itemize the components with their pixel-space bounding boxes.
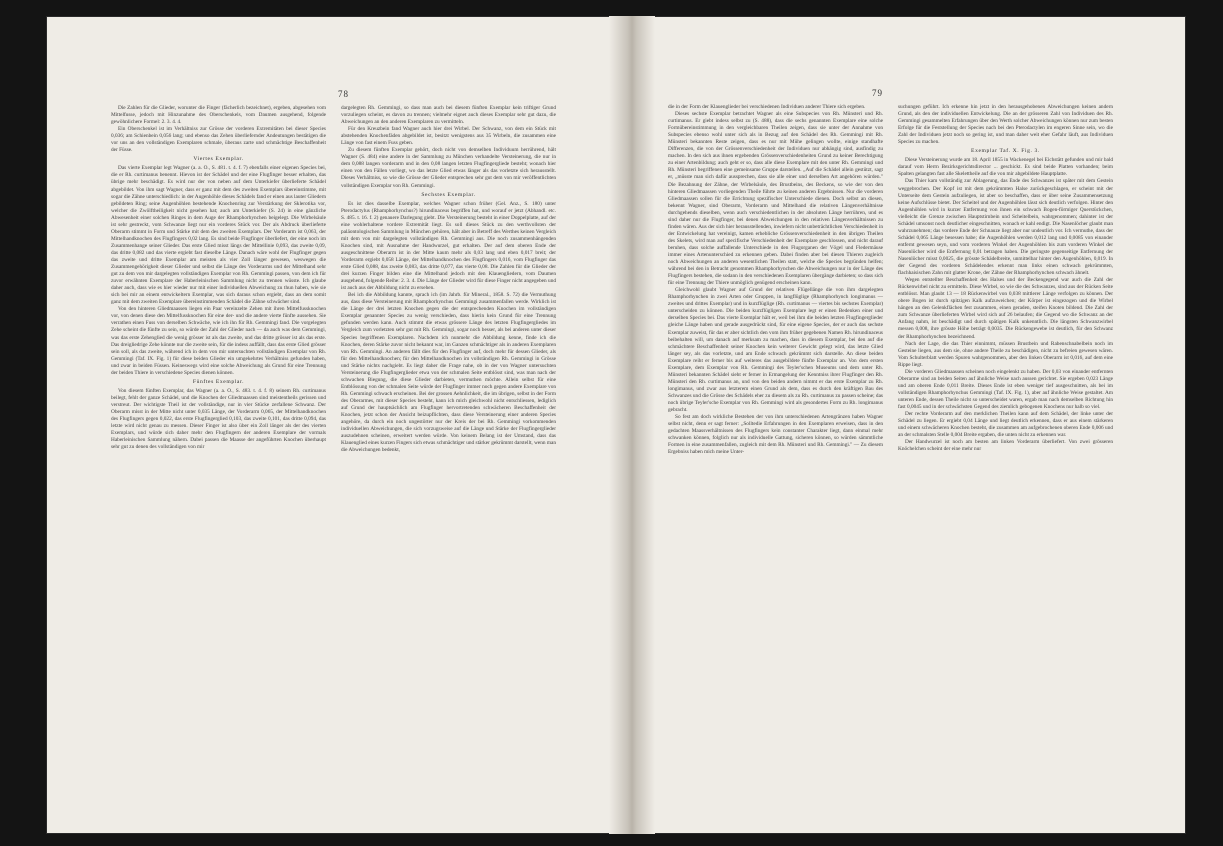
right-page-number: 79: [872, 88, 883, 98]
paragraph: Es ist dies dasselbe Exemplar, welches Wagner schon früher (Gel. Anz., S. 180) unter Pterodactylus (Rhamphorhynchus?) hirundinaceus begriffen hat, und worauf er jetzt (Abhandl. etc. S. 485. t. 16. f. 2) genauere Darlegung giebt. Die Versteinerung besteht in einer Doppelplatte, auf der eine wohlerhaltene vordere Extremität liegt. Es soll dieses Stück zu den werthvollsten der paläontologischen Sammlung in München gehören, hält aber in Betreff des Werthes keinen Vergleich mit dem von mir dargelegten vollständigen Rh. Gemmingi aus. Die noch zusammenhängenden Knochen sind, mit Ausnahme der Handwurzel, gut erhalten. Der auf dem oberen Ende der ausgeschnittene Oberarm ist in der Mitte kaum mehr als 0,03 lang und eben 0,017 breit; der Vorderarm ergiebt 0,058 Länge, der Mittelhandknochen des Flugfingers 0,016, vom Flugfinger das erste Glied 0,088, das zweite 0,083, das dritte 0,077, das vierte 0,08. Die Zahlen für die Glieder der drei kurzen Finger bilden eine die Mittelhand jedoch mit den Klauengliedern, vom Daumen ausgehend, folgende Reihe: 2. 3. 4. Die Länge der Glieder wird für diese Finger nicht angegeben und ist auch aus der Abbildung nicht zu ersehen.: [341, 200, 556, 292]
paragraph: Bei ich die Abbildung kannte, sprach ich (im Jahrb. für Mineral., 1858. S. 72) die Vermuthung aus, dass diese Versteinerung mit Rhamphorhynchus Gemmingi zusammenfallen werde. Wirklich ist die Länge der drei letzten Knochen gegen die der entsprechenden Knochen im vollständigen Exemplar genannter Species zu wenig verschieden, dass hierin kein Grund für eine Trennung gefunden werden kann. Auch stimmt die etwas grössere Länge des letzten Flugfingergliedes im Vergleich zum vorletzten sehr gut mit Rh. Gemmingi, sogar noch besser, als bei anderen unter dieser Species begriffenen Exemplaren. Nachdem ich nunmehr die Abbildung kenne, finde ich die Knochen, deren Stärke zuvor nicht bekannt war, im Ganzen schmächtiger als in anderen Exemplaren von Rh. Gemmingi. An anderen fällt dies für den Flugfinger auf, doch mehr für dessen Glieder, als für den Mittelhandknochen; für den Mittelhandknochen im vollständigen Rh. Gemmingi in Grösse und Stärke nichts nachgiebt. Es liegt daher die Frage nahe, ob in der von Wagner untersuchten Versteinerung die Flugfingerglieder etwa von der schmalen Seite entblösst sind, was man nach der schwachen Biegung, die diese Glieder darbieten, vermuthen möchte. Allein selbst für eine Entblössung von der schmalen Seite würde der Flugfinger immer noch gegen andere Exemplare von Rh. Gemmingi schwach erscheinen. Bei der grossen Aehnlichkeit, die im übrigen, selbst in der Form des Oberarmes, mit dieser Species besteht, kann ich mich gleichwohl nicht entschliessen, lediglich auf Grund der hauptsächlich am Flugfinger hervortretenden schwächeren Beschaffenheit der Knochen, jetzt schon der Ansicht beizupflichten, dass diese Versteinerung einer anderen Species angehöre, da durch ein noch ungestörter nur der Kreis der bei Rh. Gemmingi vorkommenden individuellen Abweichungen, die sich vorzugsweise auf die Länge und Stärke der Flugfingerglieder auszudehnen scheinen, erweitert werden würde. Von keinem Belang ist der Umstand, dass das Klauenglied eines kurzen Fingers sich etwas schmächtiger und stärker gekrümmt darstellt, wenn man die Abweichungen bedenkt,: [341, 292, 556, 454]
paragraph: Zu diesem fünften Exemplar gehört, doch nicht von demselben Individuum herrührend, hält Wagner (S. 484) eine andere in der Sammlung zu München verhandelte Versteinerung, die nur in dem 0,088 langen vorderarm und in den 0,08 langen letzten Flugfingergliede besteht; wonach hier einen von den Fällen vorliegt, wo das letzte Glied etwas länger als das vorletzte sich herausstellt. Dieses Verhältniss, so wie die Grösse der Glieder entsprechen sehr gut dem von mir veröffentlichten vollständigen Exemplar von Rh. Gemmingi.: [341, 147, 556, 189]
section-heading: Exemplar Taf. X. Fig. 3.: [971, 148, 1040, 155]
paragraph: Die Zahlen für die Glieder, worunter die Finger (fächerlich bezeichnet), ergeben, abgesehen vom Mittelfusse, jedoch mit Hinzunahme des Oberschenkels, vom Daumen ausgehend, folgende gewöhnlichere Formel: 2. 3. 4. 4.: [111, 105, 326, 126]
section-heading: Viertes Exemplar.: [193, 156, 244, 163]
paragraph: Ein Oberschenkel ist im Verhältniss zur Grösse der vorderen Extremitäten bei dieser Species 0,036; am Schienbein 0,056 lang; und ebenso das Zehen überliefernder Andeutungen bestätigen die vor uns an den vollständigen Exemplaren schmale, überaus zarte und schmächtige Beschaffenheit der Füsse.: [111, 126, 326, 154]
paragraph: Von den hinteren Gliedmaassen liegen ein Paar vereinzelte Zehen mit ihren Mittelfussknochen vor, von denen diese den Mittelfussknochen für eine der- und die andere vierte fünfte aussehen. Sie verrathen einen Fuss von derselben Schwäche, wie ich ihn für Rh. Gemmingi fand. Die vorgelegten Zehe scheint die fünfte zu sein, so würde der Zahl der Glieder nach — da auch was dem Gemmingi, was das erste Zehenglied die wenig grösser ist als das zweite, und das dritte grösser ist als das erste. Das dreigliedrige Zehe könnte nur die zweite sein, für die indess auffällt, dass das erste Glied grösser sein soll, als das zweite, während ich in dem von mir untersuchten vollständigen Exemplar von Rh. Gemmingi (Taf. IX. Fig. 1) für diese beiden Glieder ein umgekehrtes Verhältniss gefunden haben, und zwar in beiden Füssen. Keineswegs wird eine solche Abweichung als Grund für eine Trennung der beiden Thiere in verschiedene Species dienen können.: [111, 306, 326, 376]
paragraph: Dieses sechste Exemplar betrachtet Wagner als eine Subspecies von Rh. Münsteri und Rh. curtimanus. Er giebt indess selbst zu (S. 488), dass die sechs genannten Exemplare eine solche Formübereinstimmung in den vergleichbaren Theilen zeigen, dass sie unter der Annahme von Subspecies ebenso wohl unter sich als in Bezug auf den Schädel des Rh. Gemmingi mit Rh. Münsteri bekannten Reste zeigen, dass es nur mit Mühe gelingen wollte, einige standhafte Differenzen, die von der Grössenverschiedenheit der Individuen nur abhängig sind, ausfindig zu machen. In den sich aus ihnen ergebenden Grössenverschiedenheiten Grund zu keiner Berechtigung zu einer Artenbildung; auch geht er so, dass alle diese Exemplare mit den unter Rh. Gemmingi und Rh. Münsteri begriffenen eine gemeinsame Gruppe darstellen. „Auf die Schädel allein gestützt, sagt er, „müsste man sich dafür aussprechen, dass sie alle einer und derselben Art angehören würden." Die Bezahnung der Zähne, der Wirbelsäule, des Brustbeins, des Beckens, so wie der von den hinteren Gliedmaassen vorliegenden Theile führte zu keinen anderen Ergebnissen. Nur die vorderen Gliedmaassen sollen für die Errichtung spezifischer Unterschiede dienen. Doch selbst an diesen, bekennt Wagner, sind Oberarm, Vorderarm und Mittelhand die relativen Längenverhältnisse durchgehends dieselben, wenn auch verschiedentlichen in der absoluten Länge herrühren, und es sind daher nur die Flugfinger, bei denen Abweichungen in den relativen Längenverhältnissen zu finden wären. Aus der sich hier herausstellenden, inwiefern nicht unbeträchtlichen Verschiedenheit in der Entwickelung hat vereinigt, kamen erhebliche Grössenverschiedenheit in den übrigen Theilen des Skelets, wird man auf specifische Verschiedenheit der Exemplare geschlossen, und nicht darauf beruhen, dass solche auffallende Unterschiede in den Flugorganen der Vögel und Fledermäuse immer eines Artenunterschied zu erkennen geben. Dabei finden aber bei diesen Thieren zugleich noch Abweichungen an anderen wesentlichen Theilen statt, welche die Species begründen helfen; während bei den in Betracht genommen Rhamphorhynchen die Abweichungen nur in der Länge des Flugfingers bestehen, die sodann in den verschiedenen Exemplaren übergänge darbieten; so dass sich für eine Trennung der Thiere unmöglich genügend erscheinen kann.: [668, 111, 883, 287]
paragraph: Der Handwurzel ist noch am besten am linken Vorderarm überliefert. Von zwei grösseren Knöchelchen scheint der eine mehr nur: [898, 439, 1113, 453]
book-spread: [46, 16, 1186, 834]
left-page-column-1: [111, 105, 326, 825]
paragraph: Diese Versteinerung wurde am 18. April 1855 in Wackenegel bei Eichstätt gefunden und mir bald darauf vom Herrn Bezirksgerichtsdirector ... geschickt. Es sind beide Platten vorhanden; beim Spalten gelangten fast alle Skelettheile auf die von mir abgebildete Hauptplatte.: [898, 157, 1113, 178]
left-page-number: 78: [338, 89, 349, 99]
paragraph: Die vorderen Gliedmaassen scheinen noch eingelenkt zu haben. Der 0,03 von einander entfernten Oberarme sind an beiden Seiten auf ähnliche Weise nach aussen gerichtet. Sie ergeben 0,023 Länge und am oberen Ende 0,011 Breite. Dieses Ende ist eben weniger tief ausgeschnitten, als bei im vollständigen Rhamphorhynchus Gemmingi (Taf. IX. Fig. 1), aber auf ähnliche Weise gestaltet. Am unteren Ende, dessen Theile nicht so unterscheidet waren, ergab man nach demselben Richtung hin fast 0,0045 und in der schwächsten Gegend des ziemlich gebogenen Knochens nur halb so viel.: [898, 368, 1113, 410]
paragraph: So fest am doch wirkliche Bestehen der von ihm unterschiedenen Artengränzen haben Wagner selbst nicht, denn er sagt ferner: „Solltedie Erfahrungen in den Exemplaren erweisen, dass in den gedachten Maassverhältnissen des Flugfingers kein constanter Charakter liegt, dann einmal mehr schwanken können, folglich nur als individuelle Gattung, sicheren können, so würden sämmtliche Formen in eine zusammenfallen, zugleich mit dem Rh. Münsteri und Rh. Gemmingi." — Zu diesem Ergebniss haben mich meine Unter-: [668, 414, 883, 456]
book-gutter: [609, 16, 655, 834]
right-page-column-1: [668, 104, 883, 824]
paragraph: Für den Kreuzbein fand Wagner auch hier drei Wirbel. Der Schwanz, von dem ein Stück mit abstehenden Knochenfäden abgebildet ist, besitzt wenigstens aus 35 Wirbeln, die zusammen eine Länge von fast einem Fuss geben.: [341, 126, 556, 147]
paragraph: Wegen entstellter Beschaffenheit des Halses und der Beckengegend war auch die Zahl der Rückenwirbel nicht zu ermitteln. Diese Wirbel, so wie die des Schwanzes, sind aus der Rücken Seite entblösst. Man glaubt 13 — 18 Rückenwirbel von 0,038 mittlerer Länge verfolgen zu können. Der obere Bogen ist durch spitzigen Kalk aufzuweichen; der Körper ist eingezogen und die Wirbel hängen an den Gelenkflächen fest zusammen, einen geraden, steifen Knoten bildend. Die Zahl der zum Schwanze überlieferten Wirbel wird sich auf 26 belaufen; die Gegend wo die Schwanz an der Anfang nahm, ist beschädigt und durch spätigen Kalk unkenntlich. Die längsten Schwanzwirbel messen 0,008, ihre grösste Höhe beträgt 0,0035. Die Rückengewebe ist deutlich, für den Schwanz der Rhamphorhynchen bezeichnend.: [898, 277, 1113, 340]
paragraph: Das Thier kam vollständig zur Ablagerung, das Ende des Schwanzes ist später mit dem Gestein weggebrochen. Der Kopf ist mit dem gekrümmten Halse zurückgeschlagen, er scheint mit der Unterseite dem Gestein aufzuliegen, ist aber so beschaffen, dass er über seine Zusammensetzung keine Aufschlüsse bietet. Der Scheitel und der Augenhöhlen lässt sich deutlich verfolgen. Hinter den Augenhöhlen wird in kurzer Entfernung von ihnen ein schwach Bogen-förmiger Querstückchen, vielleicht die Grenze zwischen Hauptstirnbein und Scheitelbein, wahrgenommen; dahinter ist der Schädel umsonst noch deutlicher eingeschnitten, wonach er kahl endigt. Die Nasenlöcher glaubt man wahrzunehmen; das vordere Ende der Schnauze liegt aber nur undeutlich vor. Ich vermuthe, dass der Schädel 0,065 Länge besessen habe; die Augenhöhlen werden 0,012 lang und 0,0085 von einander entfernt gewesen seyn, und vom vorderen Winkel der Augenhöhlen bis zum vorderen Winkel der Nasenlöcher wird die Entfernung 0,01 betragen haben. Die geringste gegenseitige Entfernung der Nasenlöcher misst 0,0025, die grösste Schädelbreite, unmittelbar hinter den Augenhöhlen, 0,019. In der Gegend des vorderen Schädelendes erkennt man links einen schwach gekrümmten, flachhaisischen Zahn mit glatter Krone, der Zähne der Rhamphorhynchen schwach ähnelt.: [898, 178, 1113, 277]
paragraph: die in der Form der Klauenglieder bei verschiedenen Individuen anderer Thiere sich ergeben.: [668, 104, 866, 110]
paragraph: suchungen geführt. Ich erkenne hin jetzt in den herausgehobenen Abweichungen keinen andern Grund, als den der individuellen Entwickelung. Die an der grösseren Zahl von Individuen des Rh. Gemmingi gesammelten Erfahrungen über den Werth solcher Abweichungen können nur zum besten Erfolge für die Feststellung der Species nach bei den Pterodactylen im engeren Sinne sein, wo die Zahl der Individuen jetzt noch so gering ist, und man daher weit eher Gefahr läuft, aus Individuen Species zu machen.: [898, 104, 1113, 146]
paragraph: Gleichwohl glaubt Wagner auf Grund der relativen Flügellänge die von ihm dargelegten Rhamphorhynchen in zwei Arten oder Gruppen, in langflüglige (Rhamphorhynch longimanus — zweites und drittes Exemplar) und in kurzflüglige (Rh. curtimanus — viertes bis sechstes Exemplar) unterscheiden zu können. Die beiden kurzflügligen Exemplare legt er einen Bedenken einer und derselben Species bei. Das vierte Exemplar hält er, weil bei ihm die beiden letzten Flugfingerglieder gleiche Länge haben und gerade ausgedrückt sind, für eine eigene Species, der er auch das sechste Exemplar zuweist, für das er aber sichtlich den vom ihm früher gegebenen Namen Rh. hirundinaceus beibehalten will, um danach auf merksam zu machen, dass in diesem Exemplar, bei den auf die schmächtere Beschaffenheit seiner Knochen kein weiterer Gewicht gelegt wird, das letzte Glied länger sey, als das vorletzte, und am Ende schwach gekrümmt sich darstelle. An diese beiden Exemplare reiht er ferner bis auf weiteres das ausgebildete fünfte Exemplar an. Von dem ersten Exemplare, dem Exemplar von Rh. Gemmingi des Teyler'schen Museums und dem unter Rh. Münsteri bekannten Schädel sieht er ferner in Ermangelung der Kenntniss ihrer Flugfinger den Rh. Münsteri den Rh. curtimanus an, und von den beiden andern nimmt er das erste Exemplar zu Rh. longimanus, und zwar aus letzterem einen Grund als dem, dass es durch den kräftigen Bau des Schwanzes und die Grösse des Schädels eher zu diesem als zu Rh. curtimanus zu passen scheine; das noch übrige Teyler'sche Exemplar von Rh. Gemmingi wird als gesondertes Form zu Rh. longimanus gebracht.: [668, 287, 883, 414]
paragraph: Das vierte Exemplar legt Wagner (a. a. O., S. 481. t. 4. f. 7) ebenfalls einer eigenen Species bei, die er Rh. curtimanus benennt. Hievon ist der Schädel und der eine Flugfinger besser erhalten, das übrige mehr beschädigt. Es wird nur der von neben auf dem Unterkiefer überlieferte Schädel abgebildet. Von ihm sagt Wagner, dass er ganz mit dem des zweiten Exemplars übereinstimme, mit sogar die Zähne unterschiedlich: in der Augenhöhle dieses Schädels fand er einen aus lauter Gliedern gebildeten Ring; seine Augenhöhlen bestehende Knochenring zur Verstärkung der Sklerotika vor, welcher die Zwölftheiligkeit nicht gesehen hat; auch am Unterkiefer (S. 24) in eine gänzliche Abwesenheit einer solchen Ringes in dem Auge der Rhamphorhynchen beigelegt. Die Wirbelsäule ist sehr gestreckt, vom Schwanze liegt nur ein vorderes Stück vor. Der als Abdruck überlieferte Oberarm stimmt in Form und Stärke mit dem des zweiten Exemplars. Der Vorderarm ist 0,063, der Mittelhandknochen des Flugfingers 0,02 lang. Es sind beide Flugfinger überliefert, der eine noch im Zusammenhange seiner Glieder. Das erste Glied misst längs der Mittellinie 0,093, das zweite 0,09, das dritte 0,082 und das vierte ergiebt fast dieselbe Länge. Danach wäre wohl der Flugfinger gegen das zweite und dritte Exemplar am meisten als vier Zoll länger gewesen, weswegen die Zusammengehörigkeit dieser Glieder und selbst die Länge des Vorderarms und der Mittelhand sehr gut zu dem von mir dargelegten vollständigen Exemplar von Rh. Gemmingi passen, von dem ich für zuvor erwähnten Exemplare der Haberleinischen Sammlung nicht zu trennen wüsste. Ich glaube daher auch, dass wie es hier wieder nur mit einer individuellen Abweichung zu thun haben, wie sie sich bei mir an einem entwickeltern Exemplar, was sich daraus schon ergiebt, dass an dem somit ganz mit dem zweiten Exemplare übereinstimmenden Schädel die Zähne schwächer sind.: [111, 165, 326, 306]
section-heading: Fünftes Exemplar.: [192, 378, 245, 385]
left-page-column-2: [341, 105, 556, 825]
paragraph: Von diesem fünften Exemplar, das Wagner (a. a. O., S. 483. t. 4. f. 8) seinem Rh. curtimanus beilegt, fehlt der ganze Schädel, und die Knochen der Gliedmaassen sind meistentheils gerissen und verstreut. Der wichtigste Theil ist der vollständige, nur in vier Stücke zerfallene Schwanz. Der Oberarm misst in der Mitte nicht unter 0,035 Länge, der Vorderarm 0,065, der Mittelhandknochen des Flugfingers gegen 0,022, das erste Flugfingerglied 0,103, das zweite 0,101, das dritte 0,094, das letzte wird nicht genau zu messen. Dieser Finger ist also über ein Zoll länger als der des vierten Exemplars, und würde sich daher mehr den Flugfingern der anderen Exemplare der vormals Haberleinischen Sammlung nähern. Dabei passen die Maasse der angeführten Knochen überhaupt sehr gut zu denen des vollständigen von mir: [111, 387, 326, 451]
paragraph: Nach der Lage, die das Thier einnimmt, müssen Brustbein und Rabenschnabelbein noch im Gesteine liegen, aus dem sie, ohne andere Theile zu beschädigen, nicht zu befreien gewesen wären. Vom Schulterblatt werden Spuren wahrgenommen, aber den linken Oberarm ist 0,016, auf dem eine Rippe liegt.: [898, 340, 1113, 368]
paragraph: Der rechte Vorderarm auf den merklichen Theilen kann auf dem Schädel, der linke unter der Schädel zu liegen. Er ergiebt 0,04 Länge und liegt deutlich erkennen, dass er aus einem stärkeren und einem schwächeren Knochen besteht, die zusammen am aufgebrochenen oberen Ende 0,006 und an der schmalsten Stelle 0,004 Breite ergaben, die unten nicht zu erkennen war.: [898, 411, 1113, 439]
paragraph: dargelegten Rh. Gemmingi, so dass man auch bei diesem fünften Exemplar kein triftiger Grund vorzuliegen scheint, es davon zu trennen; vielmehr eignet auch dieses Exemplar sehr gut dazu, die Abweichungen an den anderen Exemplaren zu vermitteln.: [341, 105, 556, 126]
section-heading: Sechstes Exemplar.: [421, 191, 476, 198]
right-page-column-2: [898, 104, 1113, 824]
